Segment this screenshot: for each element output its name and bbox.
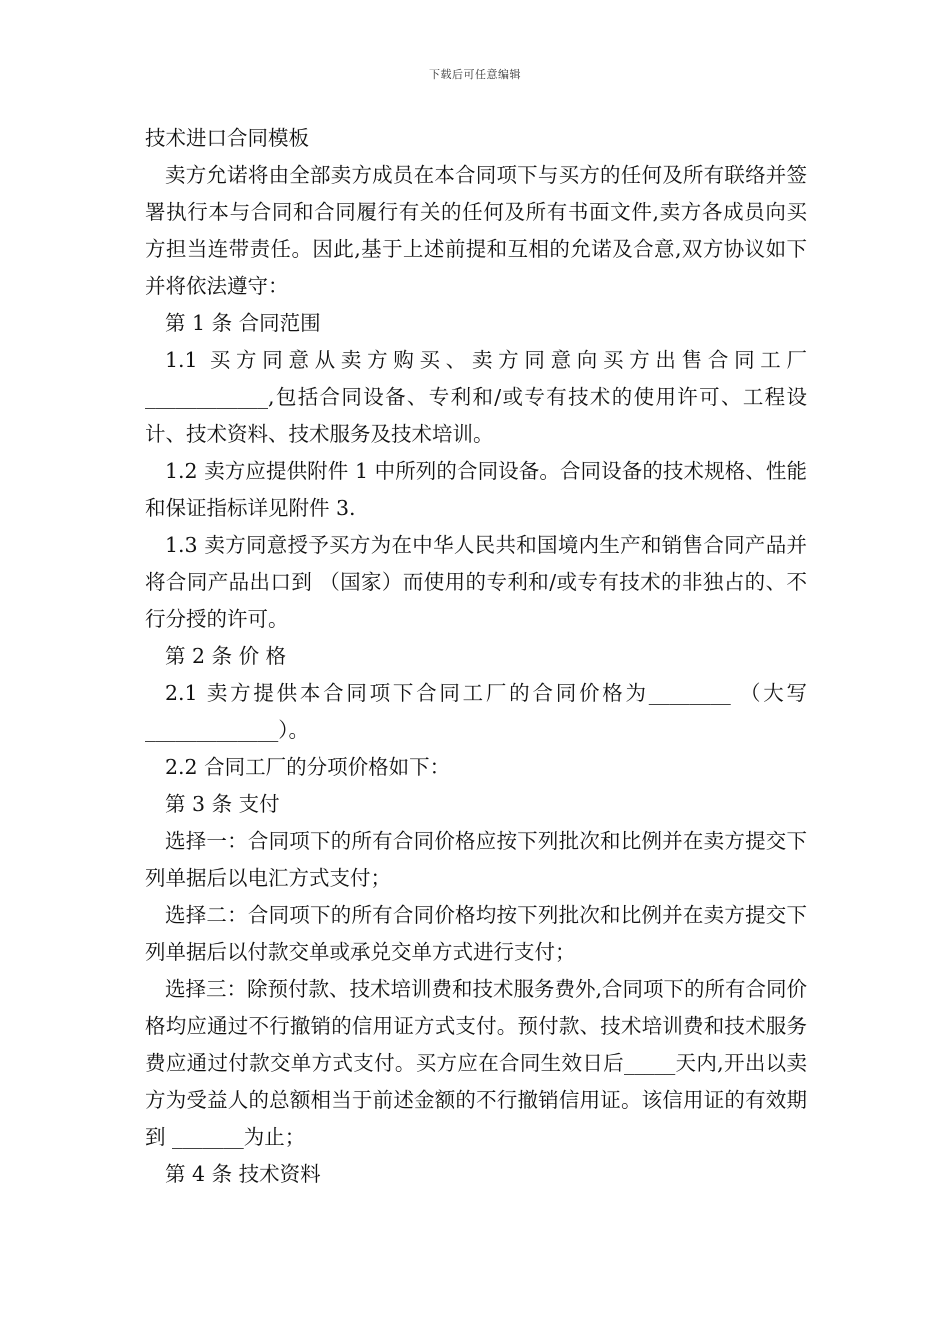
clause-2-1: 2.1 卖方提供本合同项下合同工厂的合同价格为________ （大写_____________）。 bbox=[145, 681, 807, 742]
document-title: 技术进口合同模板 bbox=[145, 126, 309, 150]
article-1-heading: 第 1 条 合同范围 bbox=[165, 311, 321, 335]
article-2-heading: 第 2 条 价 格 bbox=[165, 644, 287, 668]
intro-paragraph: 卖方允诺将由全部卖方成员在本合同项下与买方的任何及所有联络并签署执行本与合同和合同履行有关的任何及所有书面文件,卖方各成员向买方担当连带责任。因此,基于上述前提和互相的允诺及合意,双方协议如下并将依法遵守： bbox=[145, 163, 807, 298]
article-4-heading: 第 4 条 技术资料 bbox=[165, 1162, 321, 1186]
payment-option-1: 选择一：合同项下的所有合同价格应按下列批次和比例并在卖方提交下列单据后以电汇方式支付； bbox=[145, 829, 807, 890]
clause-1-2: 1.2 卖方应提供附件 1 中所列的合同设备。合同设备的技术规格、性能和保证指标详见附件 3. bbox=[145, 459, 807, 520]
page-header-note: 下载后可任意编辑 bbox=[429, 68, 521, 81]
payment-option-2: 选择二：合同项下的所有合同价格均按下列批次和比例并在卖方提交下列单据后以付款交单或承兑交单方式进行支付； bbox=[145, 903, 807, 964]
clause-1-3: 1.3 卖方同意授予买方为在中华人民共和国境内生产和销售合同产品并将合同产品出口到 （国家）而使用的专利和/或专有技术的非独占的、不行分授的许可。 bbox=[145, 533, 807, 631]
article-3-heading: 第 3 条 支付 bbox=[165, 792, 280, 816]
payment-option-3: 选择三：除预付款、技术培训费和技术服务费外,合同项下的所有合同价格均应通过不行撤销的信用证方式支付。预付款、技术培训费和技术服务费应通过付款交单方式支付。买方应在合同生效日后_____天内,开出以卖方为受益人的总额相当于前述金额的不行撤销信用证。该信用证的有效期到 _______为止； bbox=[145, 977, 808, 1149]
clause-1-1: 1.1 买方同意从卖方购买、卖方同意向买方出售合同工厂 ____________,包括合同设备、专利和/或专有技术的使用许可、工程设计、技术资料、技术服务及技术培训。 bbox=[145, 348, 807, 446]
clause-2-2: 2.2 合同工厂的分项价格如下： bbox=[165, 755, 451, 779]
document-body bbox=[145, 120, 807, 1193]
